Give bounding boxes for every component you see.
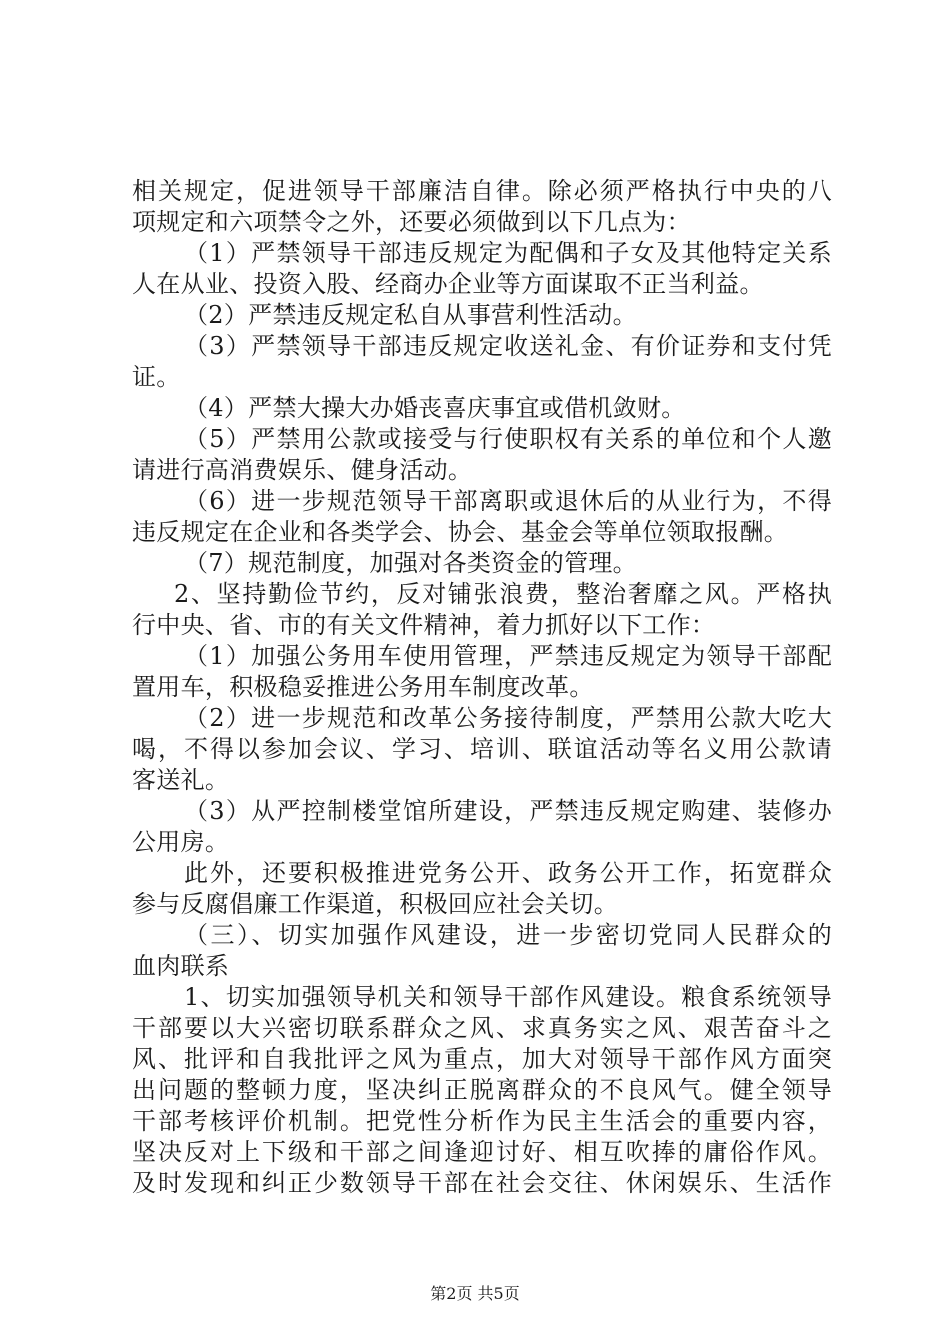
text-line: （5）严禁用公款或接受与行使职权有关系的单位和个人邀: [184, 425, 832, 453]
text-line: 违反规定在企业和各类学会、协会、基金会等单位领取报酬。: [132, 518, 789, 546]
text-line: 证。: [132, 363, 181, 391]
text-line: （2）进一步规范和改革公务接待制度，严禁用公款大吃大: [184, 704, 832, 732]
text-line: 2、坚持勤俭节约，反对铺张浪费，整治奢靡之风。严格执: [174, 580, 832, 608]
section-heading: 血肉联系: [132, 952, 230, 980]
section-heading: （三）、切实加强作风建设，进一步密切党同人民群众的: [184, 921, 832, 949]
text-line: 请进行高消费娱乐、健身活动。: [132, 456, 473, 484]
text-line: 置用车，积极稳妥推进公务用车制度改革。: [132, 673, 594, 701]
text-line: 干部考核评价机制。把党性分析作为民主生活会的重要内容，: [132, 1107, 832, 1135]
text-line: （1）严禁领导干部违反规定为配偶和子女及其他特定关系: [184, 239, 832, 267]
text-line: （7）规范制度，加强对各类资金的管理。: [184, 549, 637, 577]
text-line: （1）加强公务用车使用管理，严禁违反规定为领导干部配: [184, 642, 832, 670]
text-line: 及时发现和纠正少数领导干部在社会交往、休闲娱乐、生活作: [132, 1169, 832, 1197]
text-line: 客送礼。: [132, 766, 230, 794]
text-line: 出问题的整顿力度，坚决纠正脱离群众的不良风气。健全领导: [132, 1076, 832, 1104]
page-number-footer: 第2页 共5页: [430, 1284, 520, 1303]
text-line: 行中央、省、市的有关文件精神，着力抓好以下工作：: [132, 611, 716, 639]
text-line: （3）从严控制楼堂馆所建设，严禁违反规定购建、装修办: [184, 797, 832, 825]
text-line: （4）严禁大操大办婚丧喜庆事宜或借机敛财。: [184, 394, 686, 422]
text-line: 1、切实加强领导机关和领导干部作风建设。粮食系统领导: [184, 983, 832, 1011]
text-line: （6）进一步规范领导干部离职或退休后的从业行为，不得: [184, 487, 832, 515]
text-line: 相关规定，促进领导干部廉洁自律。除必须严格执行中央的八: [132, 177, 832, 205]
text-line: 公用房。: [132, 828, 230, 856]
text-line: 喝，不得以参加会议、学习、培训、联谊活动等名义用公款请: [132, 735, 832, 763]
text-line: （3）严禁领导干部违反规定收送礼金、有价证券和支付凭: [184, 332, 832, 360]
text-line: 风、批评和自我批评之风为重点，加大对领导干部作风方面突: [132, 1045, 832, 1073]
text-line: 参与反腐倡廉工作渠道，积极回应社会关切。: [132, 890, 618, 918]
text-line: 项规定和六项禁令之外，还要必须做到以下几点为：: [132, 208, 691, 236]
text-line: （2）严禁违反规定私自从事营利性活动。: [184, 301, 637, 329]
document-body: [132, 176, 832, 1199]
text-line: 此外，还要积极推进党务公开、政务公开工作，拓宽群众: [184, 859, 832, 887]
text-line: 人在从业、投资入股、经商办企业等方面谋取不正当利益。: [132, 270, 764, 298]
text-line: 坚决反对上下级和干部之间逢迎讨好、相互吹捧的庸俗作风。: [132, 1138, 832, 1166]
text-line: 干部要以大兴密切联系群众之风、求真务实之风、艰苦奋斗之: [132, 1014, 832, 1042]
